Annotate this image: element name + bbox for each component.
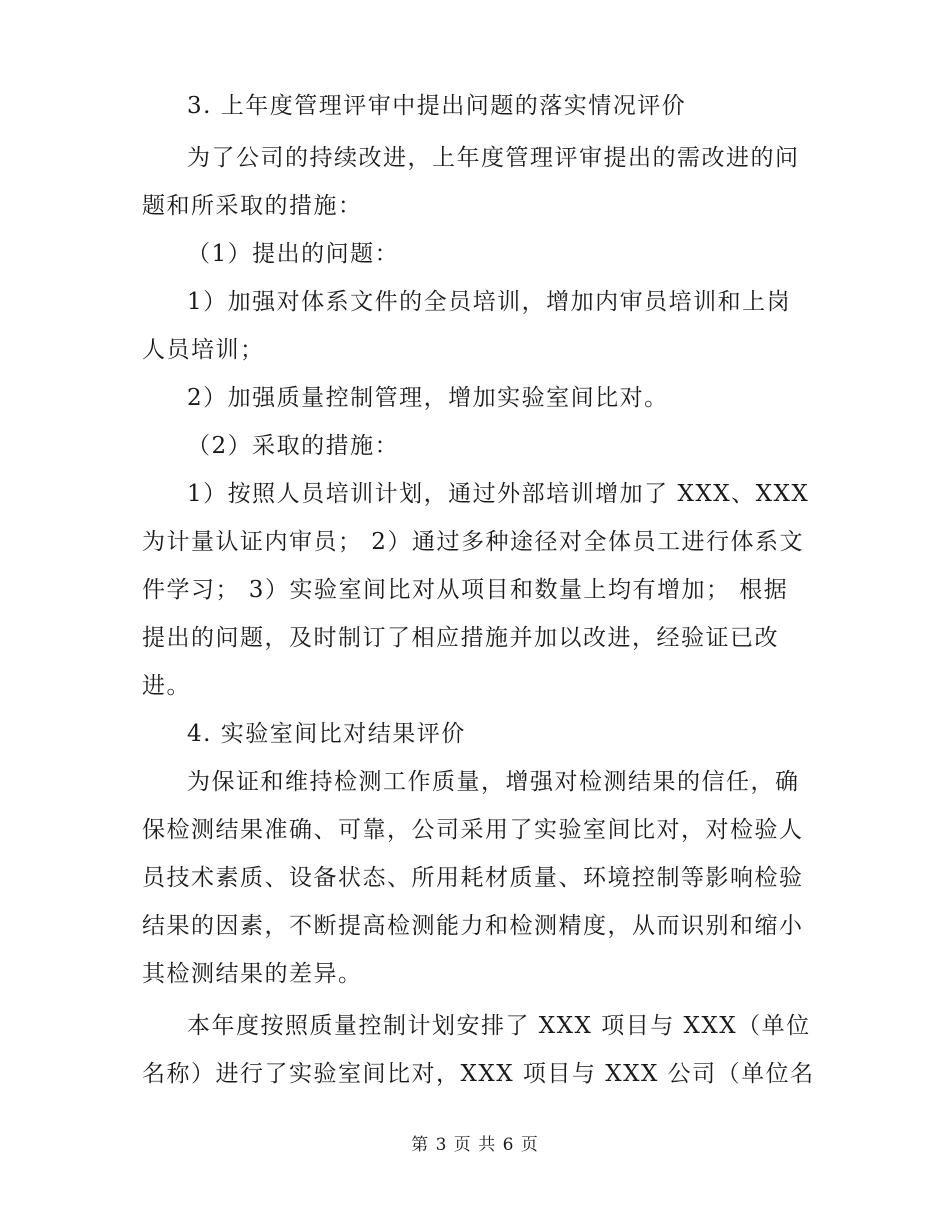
section-heading-3: 3. 上年度管理评审中提出问题的落实情况评价	[187, 93, 687, 119]
paragraph-line: 其检测结果的差异。	[142, 961, 363, 987]
paragraph-line: 结果的因素，不断提高检测能力和检测精度，从而识别和缩小	[142, 913, 804, 939]
paragraph-line: 件学习； 3）实验室间比对从项目和数量上均有增加； 根据	[142, 577, 789, 603]
paragraph-line: 题和所采取的措施：	[142, 193, 363, 219]
paragraph-line: 为了公司的持续改进，上年度管理评审提出的需改进的问	[187, 145, 800, 171]
subheading-problems: （1）提出的问题：	[187, 241, 400, 267]
paragraph-line: 保检测结果准确、可靠，公司采用了实验室间比对，对检验人	[142, 817, 804, 843]
paragraph-line: 提出的问题，及时制订了相应措施并加以改进，经验证已改	[142, 625, 779, 651]
paragraph-line: 2）加强质量控制管理，增加实验室间比对。	[187, 385, 669, 411]
paragraph-line: 名称）进行了实验室间比对，XXX 项目与 XXX 公司（单位名	[142, 1061, 815, 1087]
paragraph-line: 本年度按照质量控制计划安排了 XXX 项目与 XXX（单位	[187, 1013, 811, 1039]
paragraph-line: 1）按照人员培训计划，通过外部培训增加了 XXX、XXX	[187, 481, 810, 507]
paragraph-line: 人员培训；	[142, 337, 265, 363]
paragraph-line: 进。	[142, 673, 191, 699]
paragraph-line: 为保证和维持检测工作质量，增强对检测结果的信任，确	[187, 769, 800, 795]
section-heading-4: 4. 实验室间比对结果评价	[187, 721, 466, 747]
paragraph-line: 1）加强对体系文件的全员培训，增加内审员培训和上岗	[187, 289, 792, 315]
paragraph-line: 员技术素质、设备状态、所用耗材质量、环境控制等影响检验	[142, 865, 804, 891]
subheading-measures: （2）采取的措施：	[187, 433, 400, 459]
page-number-footer: 第 3 页 共 6 页	[411, 1135, 539, 1155]
paragraph-line: 为计量认证内审员； 2）通过多种途径对全体员工进行体系文	[142, 529, 804, 555]
